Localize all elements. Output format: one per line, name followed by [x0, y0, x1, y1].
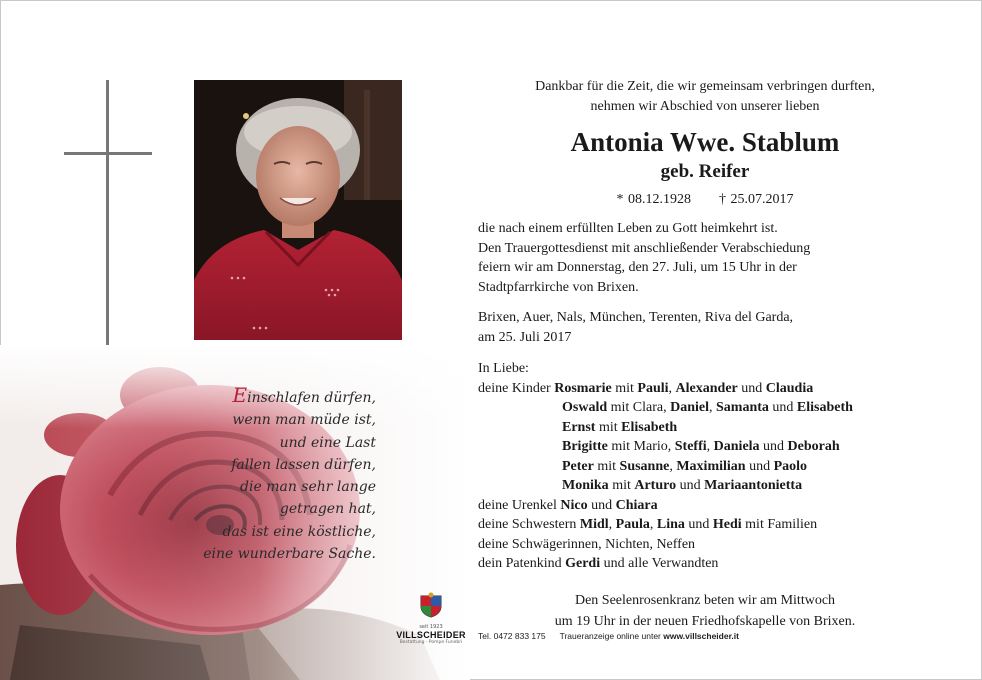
mourner-name: Steffi: [674, 439, 707, 454]
mourner-text: und: [737, 380, 766, 396]
mourner-name: Midl: [579, 517, 609, 532]
mourner-row: [478, 554, 918, 574]
poem-line-1: Einschlafen dürfen,: [232, 383, 376, 407]
children-row: [554, 381, 813, 396]
mourner-name: Arturo: [634, 478, 677, 493]
mourner-text: und: [587, 497, 616, 513]
mourner-text: und: [676, 478, 705, 493]
poem-line-5: die man sehr lange: [240, 479, 376, 496]
contact-line: [478, 631, 739, 641]
mourner-text: mit Clara,: [607, 400, 671, 415]
rosary-notice: [470, 590, 940, 632]
mourner-row: [478, 437, 918, 457]
service-line: Den Trauergottesdienst mit anschließender Verabschiedung: [478, 240, 811, 256]
mourner-row: [478, 418, 918, 438]
poem-line-8: eine wunderbare Sache.: [203, 546, 376, 563]
mourner-name: Peter: [562, 458, 594, 474]
mourner-name: Daniel: [670, 400, 710, 415]
mourner-row: [478, 515, 918, 535]
poem-initial: E: [232, 383, 248, 407]
mourner-text: mit: [608, 478, 635, 493]
mourner-text: und: [745, 458, 774, 474]
mourners-list: [478, 359, 918, 574]
death-date: † 25.07.2017: [719, 192, 794, 207]
mourner-text: dein Patenkind: [478, 556, 566, 571]
poem-line-2: wenn man müde ist,: [232, 412, 376, 429]
in-love-label: In Liebe:: [478, 361, 529, 376]
mourner-name: Elisabeth: [796, 400, 853, 415]
mourner-row: [478, 476, 918, 496]
crest-icon: [418, 592, 444, 618]
mourner-text: ,: [706, 439, 714, 454]
mourner-name: Susanne: [619, 458, 670, 474]
mourner-name: Claudia: [765, 380, 814, 396]
poem: [196, 384, 376, 565]
website-link[interactable]: www.villscheider.it: [663, 631, 739, 641]
rosary-line-1: Den Seelenrosenkranz beten wir am Mittwoch: [574, 593, 836, 608]
mourner-name: Mariaantonietta: [704, 478, 803, 493]
mourner-text: ,: [608, 517, 616, 532]
mourner-text: und: [684, 517, 713, 532]
mourner-name: Paolo: [773, 458, 808, 474]
mourner-name: Hedi: [712, 517, 742, 532]
mourner-name: Paula: [615, 517, 650, 532]
deceased-name: Antonia Wwe. Stablum: [570, 127, 840, 157]
mourner-row: [478, 379, 918, 399]
mourner-name: Pauli: [637, 380, 669, 396]
mourner-text: mit: [611, 380, 638, 396]
mourner-text: mit Familien: [741, 517, 818, 532]
birth-name: geb. Reifer: [660, 161, 750, 182]
service-line: die nach einem erfüllten Leben zu Gott heimkehrt ist.: [478, 221, 778, 236]
mourner-name: Daniela: [713, 439, 760, 454]
poem-line-3: und eine Last: [279, 434, 376, 451]
mourner-text: ,: [649, 517, 657, 532]
children-label: deine Kinder: [478, 380, 551, 396]
service-line: Stadtpfarrkirche von Brixen.: [478, 279, 639, 295]
intro-line-1: Dankbar für die Zeit, die wir gemeinsam verbringen durften,: [535, 79, 875, 94]
mourner-text: mit: [593, 458, 620, 474]
mourner-name: Maximilian: [676, 458, 746, 474]
logo-since: seit 1923: [419, 624, 443, 630]
places-line: Brixen, Auer, Nals, München, Terenten, Riva del Garda,: [478, 310, 794, 325]
logo-subtitle: Bestattung · Pompe Funebri: [399, 640, 463, 645]
mourner-name: Brigitte: [562, 439, 608, 454]
mourner-text: und: [768, 400, 797, 415]
portrait-photo: [194, 80, 402, 340]
poem-line-6: getragen hat,: [279, 501, 376, 518]
place-date-paragraph: [478, 308, 918, 347]
mourner-name: Oswald: [562, 400, 608, 415]
online-label: Traueranzeige online unter: [559, 631, 664, 641]
mourner-name: Alexander: [675, 380, 738, 396]
mourner-text: mit: [595, 419, 622, 435]
intro-text: [470, 77, 940, 117]
mourner-name: Samanta: [716, 400, 769, 415]
mourner-name: Chiara: [615, 497, 658, 513]
intro-line-2: nehmen wir Abschied von unserer lieben: [590, 99, 820, 114]
mourner-text: mit Mario,: [607, 439, 675, 454]
mourner-text: deine Schwägerinnen, Nichten, Neffen: [478, 536, 696, 552]
poem-line-4: fallen lassen dürfen,: [231, 456, 376, 473]
service-paragraph: [478, 219, 918, 297]
rosary-line-2: um 19 Uhr in der neuen Friedhofskapelle von Brixen.: [554, 614, 856, 629]
poem-line-7: das ist eine köstliche,: [222, 523, 376, 540]
mourner-text: und alle Verwandten: [600, 556, 719, 571]
funeral-home-logo: [392, 592, 470, 650]
service-line: feiern wir am Donnerstag, den 27. Juli, um 15 Uhr in der: [478, 260, 797, 275]
mourner-text: ,: [668, 380, 676, 396]
date-line: am 25. Juli 2017: [478, 329, 572, 345]
mourner-name: Gerdi: [565, 556, 601, 571]
mourner-row: [478, 398, 918, 418]
mourner-name: Monika: [562, 478, 609, 493]
mourner-name: Deborah: [787, 439, 840, 454]
birth-date: * 08.12.1928: [616, 192, 691, 207]
logo-name: VILLSCHEIDER: [396, 630, 466, 640]
mourner-row: [478, 457, 918, 477]
mourner-row: [478, 535, 918, 555]
mourner-text: deine Schwestern: [478, 517, 580, 532]
mourner-text: ,: [669, 458, 677, 474]
cross-icon-bar: [64, 152, 152, 155]
mourner-name: Nico: [560, 497, 588, 513]
mourner-text: ,: [709, 400, 717, 415]
life-dates: [470, 190, 940, 210]
mourner-name: Ernst: [562, 419, 596, 435]
mourner-name: Rosmarie: [554, 380, 612, 396]
phone-number: Tel. 0472 833 175: [478, 631, 546, 641]
mourner-text: und: [759, 439, 788, 454]
mourner-row: [478, 496, 918, 516]
mourner-name: Elisabeth: [621, 419, 678, 435]
mourner-name: Lina: [656, 517, 685, 532]
mourner-text: deine Urenkel: [478, 497, 561, 513]
